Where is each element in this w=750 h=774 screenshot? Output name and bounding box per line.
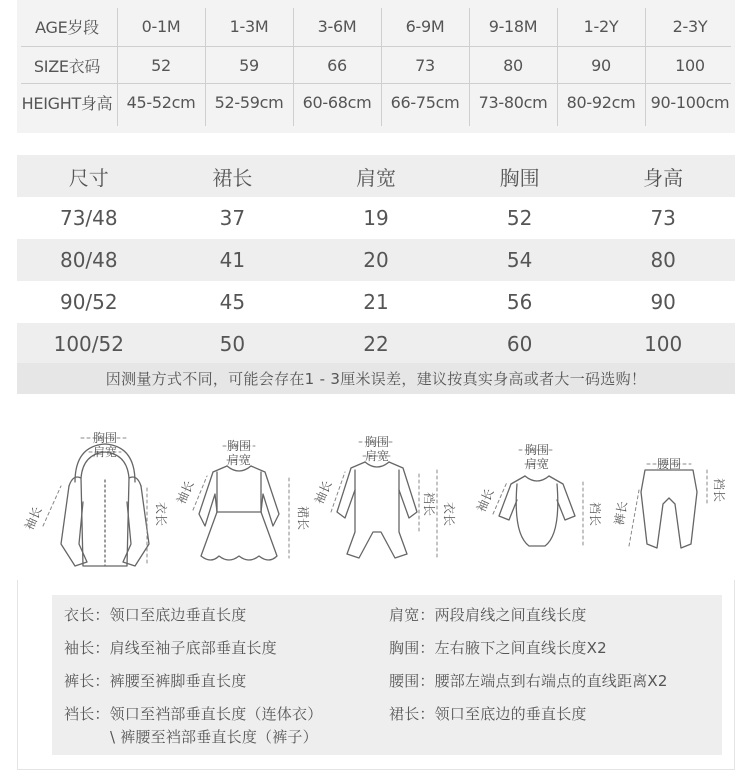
table-cell: 80/48 xyxy=(59,248,118,272)
height-cell: 52-59cm xyxy=(214,92,284,112)
pants-crotch-label: 裆长 xyxy=(712,477,726,503)
col-divider xyxy=(117,8,118,126)
dress-skirt-label: 裙长 xyxy=(296,505,310,531)
height-cell: 73-80cm xyxy=(478,92,548,112)
jacket-shoulder-label: 肩宽 xyxy=(92,445,118,459)
table-cell: 41 xyxy=(219,248,246,272)
table-cell: 52 xyxy=(506,206,533,230)
size-cell: 59 xyxy=(239,55,259,75)
height-cell: 90-100cm xyxy=(650,92,730,112)
definition-item: 胸围：左右腋下之间直线长度X2 xyxy=(389,639,607,657)
dress-chest-label: 胸围 xyxy=(226,439,252,453)
bodysuit-illustration xyxy=(499,476,575,546)
table-cell: 73/48 xyxy=(59,206,118,230)
romper-illustration xyxy=(337,462,417,558)
table-cell: 54 xyxy=(506,248,533,272)
size-cell: 73 xyxy=(415,55,435,75)
size-row-label: SIZE衣码 xyxy=(33,56,101,76)
header-height: 身高 xyxy=(643,165,684,190)
romper-length-label: 衣长 xyxy=(442,501,456,527)
table-cell: 37 xyxy=(219,206,246,230)
row-divider xyxy=(21,83,731,84)
size-cell: 100 xyxy=(675,55,705,75)
definition-item: 裙长：领口至底边的垂直长度 xyxy=(389,705,587,723)
romper-crotch-label: 裆长 xyxy=(422,491,436,517)
size-cell: 52 xyxy=(151,55,171,75)
dress-sleeve-label: 袖长 xyxy=(174,478,197,507)
size-cell: 80 xyxy=(503,55,523,75)
height-cell: 45-52cm xyxy=(126,92,196,112)
age-cell: 1-3M xyxy=(229,16,269,36)
table-cell: 90/52 xyxy=(59,290,118,314)
bodysuit-chest-label: 胸围 xyxy=(524,443,550,457)
bodysuit-crotch-label: 裆长 xyxy=(588,501,602,527)
col-divider xyxy=(645,8,646,126)
illustration-canvas xyxy=(17,394,735,580)
measurement-note: 因测量方式不同，可能会存在1 - 3厘米误差，建议按真实身高或者大一码选购！ xyxy=(17,363,735,394)
size-row xyxy=(17,46,735,84)
col-divider xyxy=(205,8,206,126)
pants-illustration xyxy=(641,470,697,548)
col-divider xyxy=(469,8,470,126)
bodysuit-shoulder-label: 肩宽 xyxy=(524,457,550,471)
table-cell: 60 xyxy=(506,332,533,356)
table-cell: 45 xyxy=(219,290,246,314)
table-cell: 100/52 xyxy=(53,332,124,356)
definition-item: 衣长：领口至底边垂直长度 xyxy=(64,606,247,624)
table-cell: 80 xyxy=(650,248,676,272)
age-cell: 0-1M xyxy=(141,16,181,36)
table-cell: 100 xyxy=(644,332,683,356)
table-row xyxy=(17,281,735,323)
dress-illustration xyxy=(199,466,279,560)
table-cell: 22 xyxy=(363,332,389,356)
romper-sleeve-label: 袖长 xyxy=(312,478,335,507)
header-size: 尺寸 xyxy=(68,165,109,190)
table-row xyxy=(17,323,735,365)
romper-shoulder-label: 肩宽 xyxy=(364,449,390,463)
age-cell: 1-2Y xyxy=(583,16,619,36)
header-shoulder: 肩宽 xyxy=(355,165,396,190)
measurement-definitions xyxy=(52,595,722,755)
row-divider xyxy=(21,46,731,47)
pants-waist-label: 腰围 xyxy=(656,457,682,471)
jacket-illustration xyxy=(61,444,149,566)
table-cell: 19 xyxy=(363,206,389,230)
height-cell: 60-68cm xyxy=(302,92,372,112)
definition-item: 裤长：裤腰至裤脚垂直长度 xyxy=(64,672,247,690)
pants-length-label: 裤长 xyxy=(612,500,631,527)
col-divider xyxy=(293,8,294,126)
size-cell: 66 xyxy=(327,55,347,75)
definition-item: 腰围：腰部左端点到右端点的直线距离X2 xyxy=(389,672,668,690)
table-cell: 90 xyxy=(650,290,676,314)
definition-item: \ 裤腰至裆部垂直长度（裤子） xyxy=(110,728,318,746)
table-cell: 50 xyxy=(219,332,246,356)
jacket-sleeve-label: 袖长 xyxy=(22,504,45,533)
garment-illustrations xyxy=(17,394,735,580)
age-cell: 9-18M xyxy=(488,16,538,36)
definition-item: 裆长：领口至裆部垂直长度（连体衣） xyxy=(64,705,323,723)
dress-shoulder-label: 肩宽 xyxy=(226,453,252,467)
age-size-table xyxy=(17,0,735,133)
age-cell: 6-9M xyxy=(405,16,445,36)
definition-item: 肩宽：两段肩线之间直线长度 xyxy=(389,606,587,624)
col-divider xyxy=(381,8,382,126)
height-cell: 66-75cm xyxy=(390,92,460,112)
table-cell: 73 xyxy=(650,206,676,230)
table-cell: 21 xyxy=(363,290,389,314)
age-cell: 2-3Y xyxy=(672,16,708,36)
header-chest: 胸围 xyxy=(499,165,540,190)
header-skirt-length: 裙长 xyxy=(212,165,253,190)
age-row-label: AGE岁段 xyxy=(35,17,99,37)
bodysuit-sleeve-label: 袖长 xyxy=(474,486,497,515)
size-cell: 90 xyxy=(591,55,611,75)
jacket-length-label: 衣长 xyxy=(154,501,168,527)
height-row-label: HEIGHT身高 xyxy=(21,93,113,113)
height-row xyxy=(17,83,735,121)
table-header-row xyxy=(17,155,735,197)
age-row xyxy=(17,7,735,45)
age-cell: 3-6M xyxy=(317,16,357,36)
definition-item: 袖长：肩线至袖子底部垂直长度 xyxy=(64,639,277,657)
table-row xyxy=(17,239,735,281)
table-cell: 56 xyxy=(506,290,533,314)
col-divider xyxy=(557,8,558,126)
height-cell: 80-92cm xyxy=(566,92,636,112)
garment-size-table xyxy=(17,155,735,365)
jacket-chest-label: 胸围 xyxy=(92,431,118,445)
romper-chest-label: 胸围 xyxy=(364,435,390,449)
table-row xyxy=(17,197,735,239)
table-cell: 20 xyxy=(363,248,389,272)
